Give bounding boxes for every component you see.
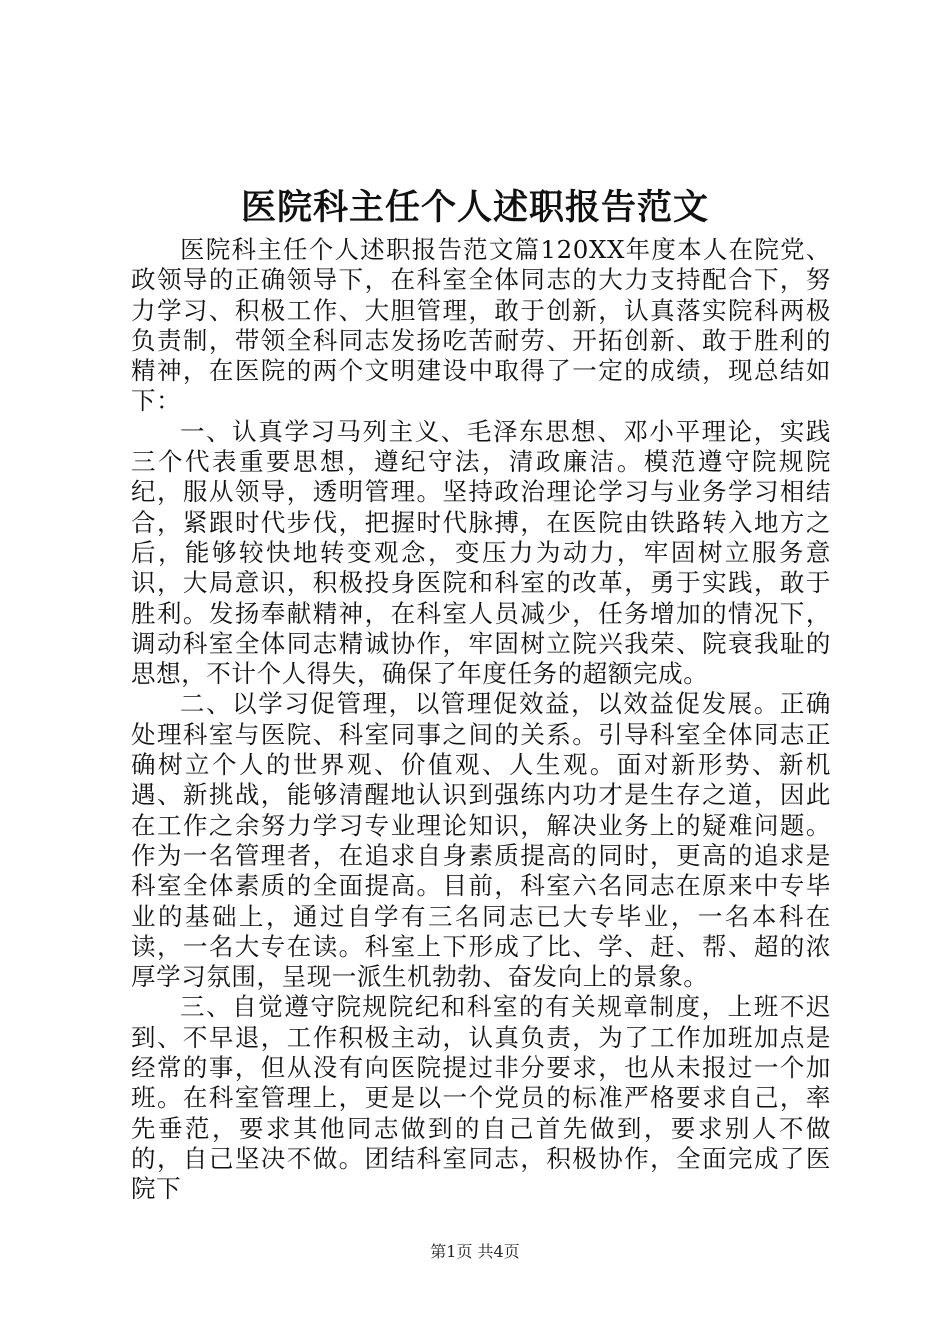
page-number-footer: 第1页 共4页: [430, 1242, 520, 1261]
document-title: 医院科主任个人述职报告范文: [240, 187, 709, 228]
paragraph-section-1: 一、认真学习马列主义、毛泽东思想、邓小平理论，实践三个代表重要思想，遵纪守法，清政廉洁。模范遵守院规院纪，服从领导，透明管理。坚持政治理论学习与业务学习相结合，紧跟时代步伐，把握时代脉搏，在医院由铁路转入地方之后，能够较快地转变观念，变压力为动力，牢固树立服务意识，大局意识，积极投身医院和科室的改革，勇于实践，敢于胜利。发扬奉献精神，在科室人员减少，任务增加的情况下，调动科室全体同志精诚协作，牢固树立院兴我荣、院衰我耻的思想，不计个人得失，确保了年度任务的超额完成。: [131, 416, 831, 689]
paragraph-section-3: 三、自觉遵守院规院纪和科室的有关规章制度，上班不迟到、不早退，工作积极主动，认真负责，为了工作加班加点是经常的事，但从没有向医院提过非分要求，也从未报过一个加班。在科室管理上，更是以一个党员的标准严格要求自己，率先垂范，要求其他同志做到的自己首先做到，要求别人不做的，自己坚决不做。团结科室同志，积极协作，全面完成了医院下: [131, 992, 831, 1204]
document-body: [131, 235, 831, 1205]
paragraph-intro: 医院科主任个人述职报告范文篇120XX年度本人在院党、政领导的正确领导下，在科室全体同志的大力支持配合下，努力学习、积极工作、大胆管理，敢于创新，认真落实院科两极负责制，带领全科同志发扬吃苦耐劳、开拓创新、敢于胜利的精神，在医院的两个文明建设中取得了一定的成绩，现总结如下：: [131, 235, 831, 416]
paragraph-section-2: 二、以学习促管理，以管理促效益，以效益促发展。正确处理科室与医院、科室同事之间的关系。引导科室全体同志正确树立个人的世界观、价值观、人生观。面对新形势、新机遇、新挑战，能够清醒地认识到强练内功才是生存之道，因此在工作之余努力学习专业理论知识，解决业务上的疑难问题。作为一名管理者，在追求自身素质提高的同时，更高的追求是科室全体素质的全面提高。目前，科室六名同志在原来中专毕业的基础上，通过自学有三名同志已大专毕业，一名本科在读，一名大专在读。科室上下形成了比、学、赶、帮、超的浓厚学习氛围，呈现一派生机勃勃、奋发向上的景象。: [131, 689, 831, 992]
